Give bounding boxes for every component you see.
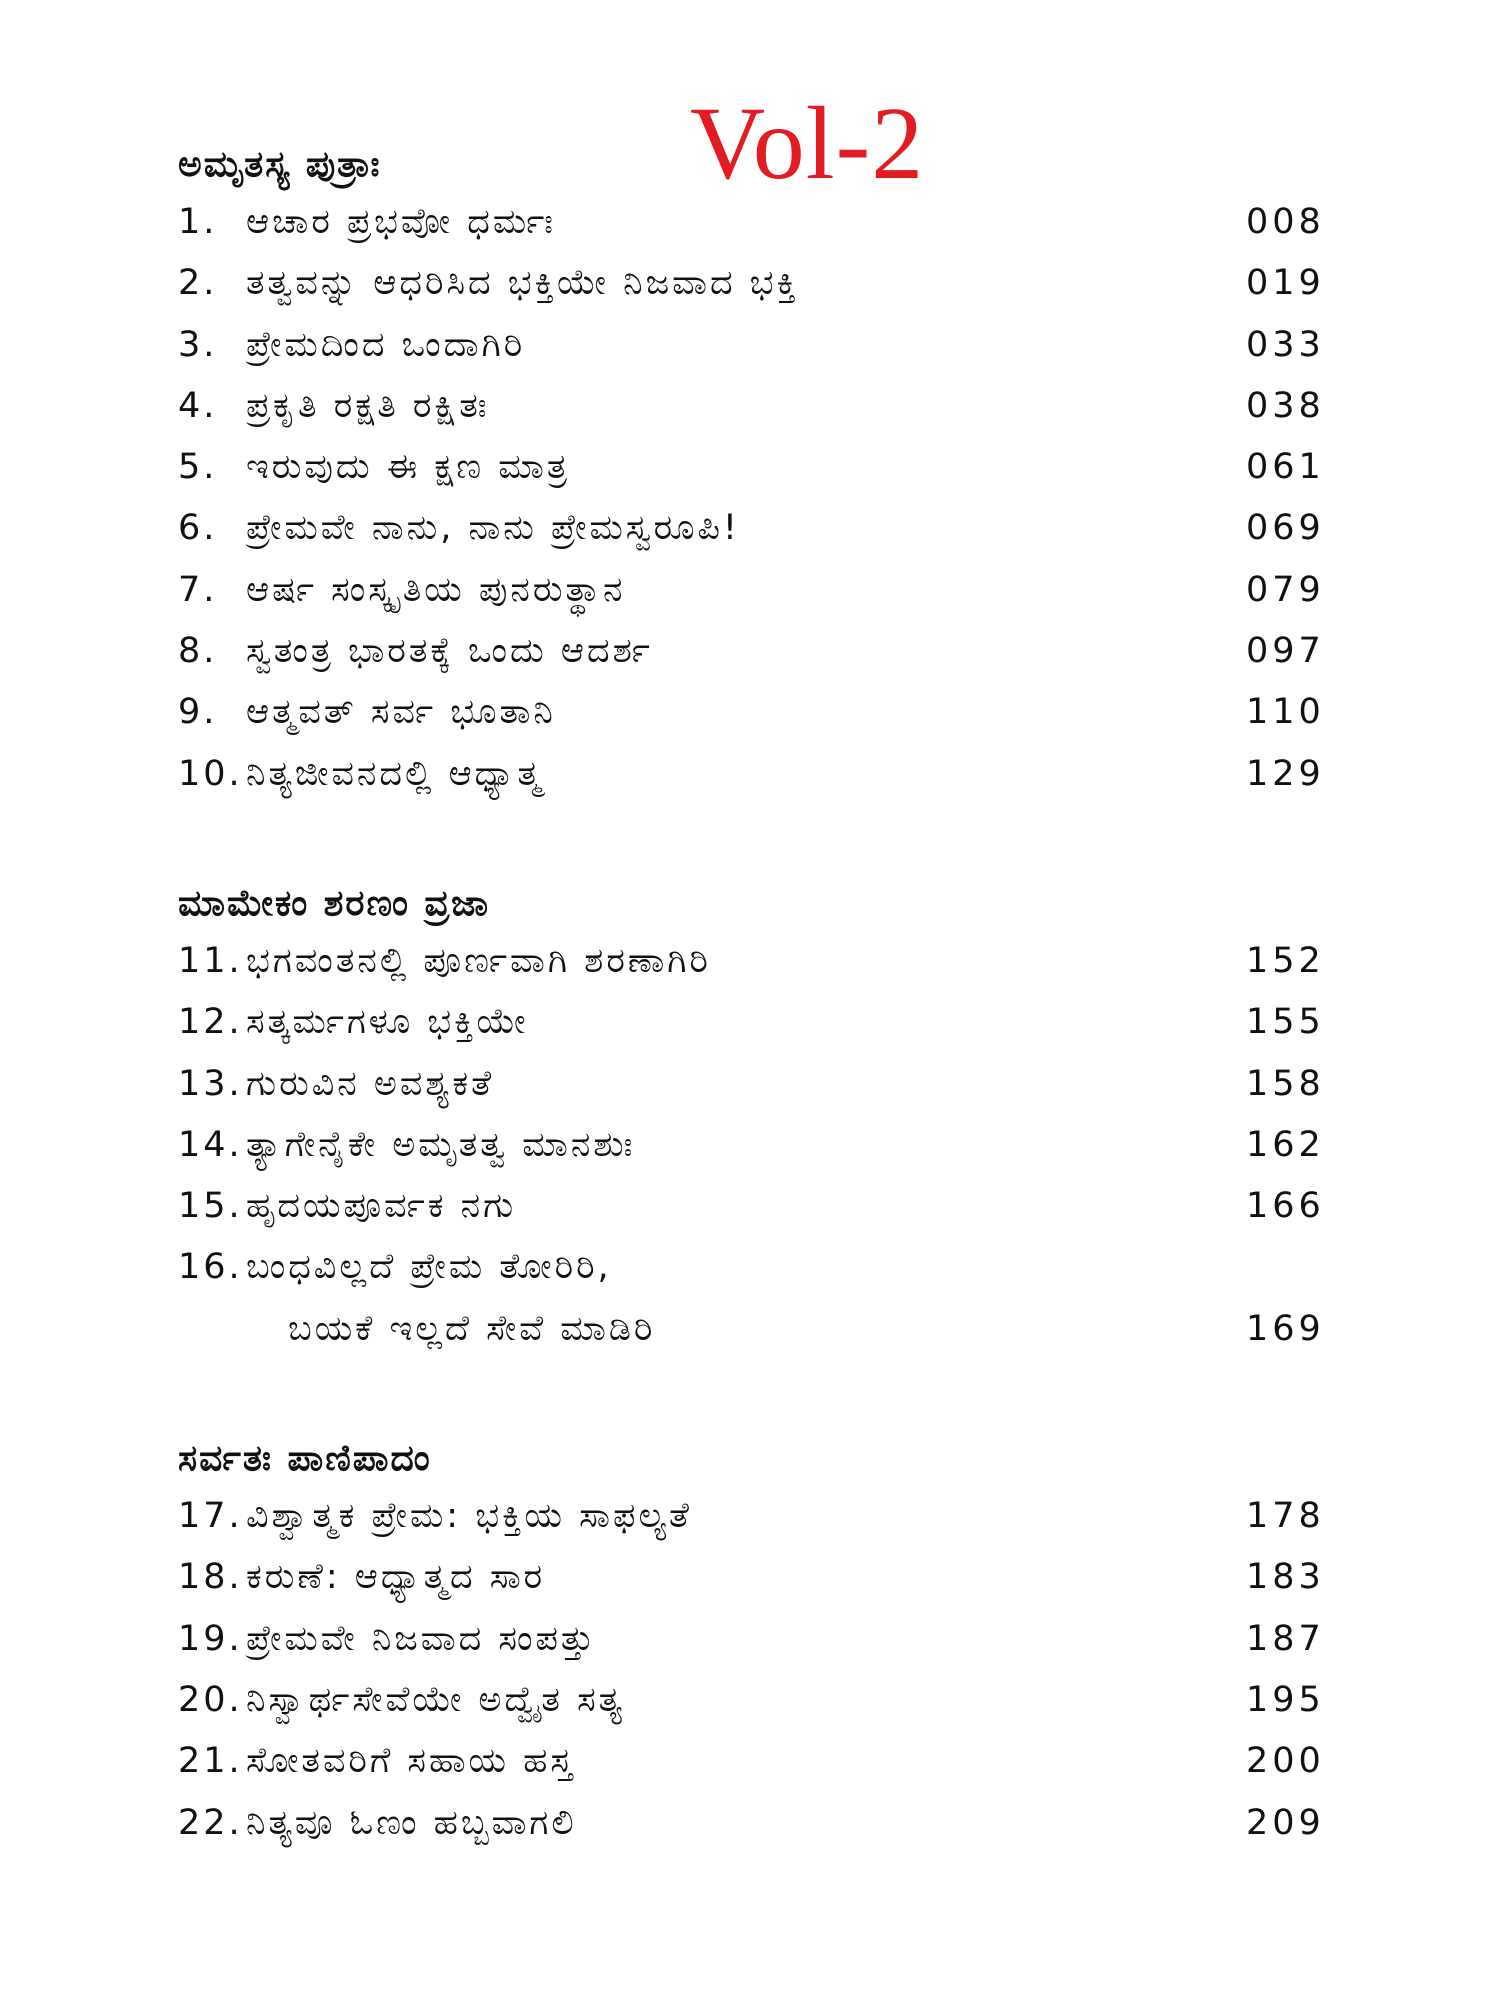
entry-page: 152 [1246, 940, 1325, 981]
toc-entry [178, 1054, 1358, 1115]
entry-title: ಸ್ವತಂತ್ರ ಭಾರತಕ್ಕೆ ಒಂದು ಆದರ್ಶ [246, 631, 653, 672]
entry-page: 061 [1246, 447, 1325, 488]
entry-title: ಪ್ರೇಮವೇ ನಾನು, ನಾನು ಪ್ರೇಮಸ್ವರೂಪಿ! [246, 508, 740, 549]
toc-entry [178, 1486, 1358, 1547]
toc-entry [178, 192, 1358, 253]
toc-entry [178, 931, 1358, 992]
entry-title: ಆಚಾರ ಪ್ರಭವೋ ಧರ್ಮಃ [246, 202, 556, 242]
entry-title: ಸತ್ಕರ್ಮಗಳೂ ಭಕ್ತಿಯೇ [246, 1002, 529, 1043]
entry-title: ಆರ್ಷ ಸಂಸ್ಕೃತಿಯ ಪುನರುತ್ಥಾನ [246, 569, 626, 610]
toc-entry [178, 498, 1358, 559]
entry-number: 5. [178, 447, 218, 488]
toc-section-1 [178, 138, 1358, 805]
entry-page: 038 [1246, 385, 1325, 426]
entry-page: 033 [1246, 324, 1325, 365]
toc-entry [178, 621, 1358, 682]
entry-title: ಪ್ರಕೃತಿ ರಕ್ಷತಿ ರಕ್ಷಿತಃ [246, 385, 490, 426]
entry-number: 7. [178, 569, 218, 610]
entry-title: ಪ್ರೇಮದಿಂದ ಒಂದಾಗಿರಿ [246, 324, 526, 365]
entry-number: 8. [178, 631, 218, 672]
toc-entry [178, 1547, 1358, 1608]
entry-page: 110 [1246, 692, 1325, 733]
entry-number: 14. [178, 1124, 243, 1165]
entry-page: 166 [1246, 1186, 1325, 1227]
toc-entry [178, 1793, 1358, 1854]
toc-section-3 [178, 1432, 1358, 1854]
entry-number: 19. [178, 1618, 243, 1659]
toc-entry-continuation [178, 1299, 1358, 1360]
entry-page: 008 [1246, 202, 1325, 242]
entry-number: 13. [178, 1063, 243, 1104]
toc-entry [178, 1731, 1358, 1792]
entry-title: ವಿಶ್ವಾತ್ಮಕ ಪ್ರೇಮ: ಭಕ್ತಿಯ ಸಾಫಲ್ಯತೆ [246, 1496, 692, 1537]
entry-number: 4. [178, 385, 218, 426]
toc-entry [178, 253, 1358, 314]
entry-title: ಕರುಣೆ: ಆಧ್ಯಾತ್ಮದ ಸಾರ [246, 1557, 546, 1598]
entry-page: 178 [1246, 1496, 1325, 1537]
entry-title: ನಿಸ್ವಾರ್ಥಸೇವೆಯೇ ಅದ್ವೈತ ಸತ್ಯ [246, 1679, 626, 1720]
entry-page: 155 [1246, 1002, 1325, 1043]
entry-page: 079 [1246, 569, 1325, 610]
entry-number: 3. [178, 324, 218, 365]
entry-number: 18. [178, 1557, 243, 1598]
toc-entry [178, 315, 1358, 376]
toc-entry [178, 1115, 1358, 1176]
toc-entry [178, 1176, 1358, 1237]
entry-page: 097 [1246, 631, 1325, 672]
entry-title: ಆತ್ಮವತ್ ಸರ್ವ ಭೂತಾನಿ [246, 692, 556, 733]
entry-number: 11. [178, 940, 243, 981]
entry-title: ಪ್ರೇಮವೇ ನಿಜವಾದ ಸಂಪತ್ತು [246, 1618, 597, 1659]
entry-title: ತತ್ವವನ್ನು ಆಧರಿಸಿದ ಭಕ್ತಿಯೇ ನಿಜವಾದ ಭಕ್ತಿ [246, 263, 799, 304]
entry-page: 129 [1246, 753, 1325, 794]
entry-page: 069 [1246, 508, 1325, 549]
entry-number: 12. [178, 1002, 243, 1043]
toc-entry [178, 437, 1358, 498]
entry-title: ತ್ಯಾಗೇನೈಕೇ ಅಮೃತತ್ವ ಮಾನಶುಃ [246, 1124, 636, 1165]
entry-page: 200 [1246, 1741, 1325, 1782]
toc-entry [178, 1609, 1358, 1670]
entry-title: ಭಗವಂತನಲ್ಲಿ ಪೂರ್ಣವಾಗಿ ಶರಣಾಗಿರಿ [246, 940, 711, 981]
entry-title: ಇರುವುದು ಈ ಕ್ಷಣ ಮಾತ್ರ [246, 447, 570, 488]
entry-title: ಗುರುವಿನ ಅವಶ್ಯಕತೆ [246, 1063, 495, 1104]
entry-number: 6. [178, 508, 218, 549]
entry-number: 17. [178, 1496, 243, 1537]
entry-page: 195 [1246, 1679, 1325, 1720]
entry-page: 209 [1246, 1802, 1325, 1843]
entry-number: 21. [178, 1741, 243, 1782]
table-of-contents [178, 138, 1358, 1854]
entry-number: 20. [178, 1679, 243, 1720]
entry-page: 158 [1246, 1063, 1325, 1104]
section-title: ಅಮೃತಸ್ಯ ಪುತ್ರಾಃ [178, 144, 382, 185]
entry-number: 16. [178, 1247, 243, 1288]
volume-label: Vol-2 [690, 86, 925, 201]
entry-page: 162 [1246, 1124, 1325, 1165]
entry-title: ಸೋತವರಿಗೆ ಸಹಾಯ ಹಸ್ತ [246, 1741, 575, 1782]
toc-entry [178, 376, 1358, 437]
toc-entry [178, 682, 1358, 743]
entry-title: ಬಂಧವಿಲ್ಲದೆ ಪ್ರೇಮ ತೋರಿರಿ, [246, 1247, 612, 1288]
entry-number: 9. [178, 692, 218, 733]
toc-entry [178, 560, 1358, 621]
toc-entry [178, 1237, 1358, 1298]
entry-number: 10. [178, 753, 243, 794]
entry-page: 019 [1246, 263, 1325, 304]
entry-page: 187 [1246, 1618, 1325, 1659]
section-title: ಮಾಮೇಕಂ ಶರಣಂ ವ್ರಜಾ [178, 882, 491, 924]
entry-number: 22. [178, 1802, 243, 1843]
entry-number: 2. [178, 263, 218, 304]
entry-title: ನಿತ್ಯಜೀವನದಲ್ಲಿ ಆಧ್ಯಾತ್ಮ [246, 753, 544, 794]
section-spacer [178, 1360, 1358, 1432]
toc-entry [178, 1670, 1358, 1731]
entry-number: 15. [178, 1186, 243, 1227]
toc-entry [178, 744, 1358, 805]
entry-number: 1. [178, 202, 218, 242]
section-spacer [178, 805, 1358, 877]
toc-section-2 [178, 877, 1358, 1360]
section-title: ಸರ್ವತಃ ಪಾಣಿಪಾದಂ [178, 1438, 432, 1480]
toc-entry [178, 992, 1358, 1053]
entry-page: 183 [1246, 1557, 1325, 1598]
entry-page: 169 [1246, 1308, 1325, 1349]
entry-title: ನಿತ್ಯವೂ ಓಣಂ ಹಬ್ಬವಾಗಲಿ [246, 1802, 577, 1843]
entry-title: ಬಯಕೆ ಇಲ್ಲದೆ ಸೇವೆ ಮಾಡಿರಿ [288, 1308, 656, 1349]
entry-title: ಹೃದಯಪೂರ್ವಕ ನಗು [246, 1186, 517, 1227]
